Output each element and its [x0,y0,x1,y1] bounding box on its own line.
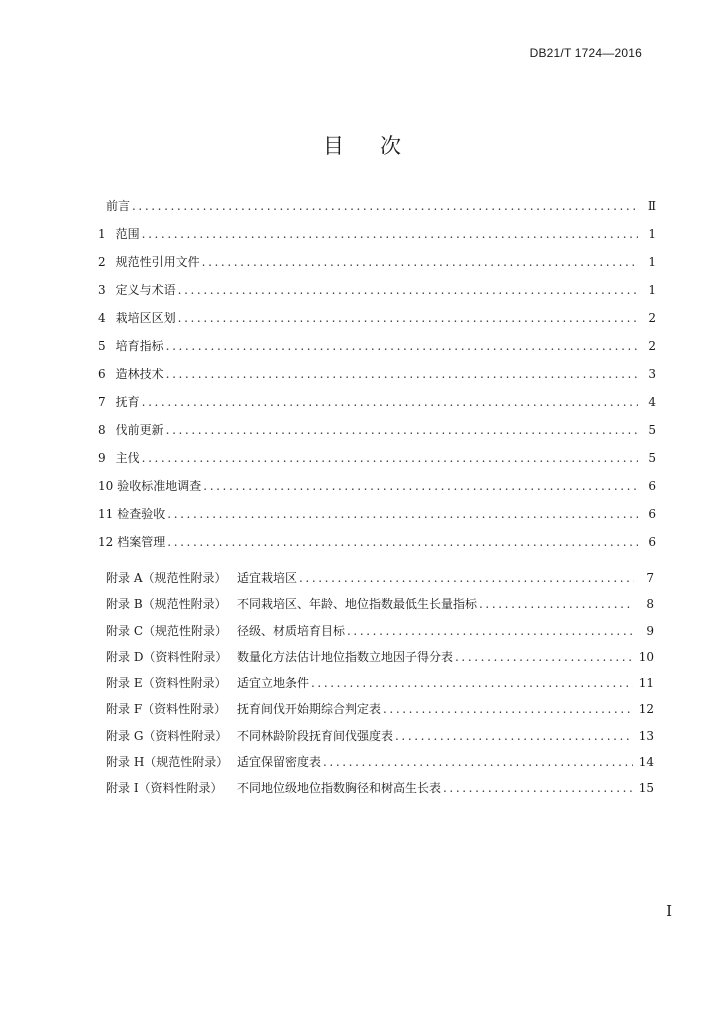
annex-prefix: 附录 I（资料性附录） [106,781,223,796]
annex-page: 7 [646,571,654,585]
toc-leader [383,699,633,719]
toc-entry-number: 6 [98,367,106,381]
page-number: I [666,902,672,920]
annex-prefix: 附录 G（资料性附录） [106,728,228,743]
annex-prefix: 附录 H（规范性附录） [106,755,229,770]
annex-title: 数量化方法估计地位指数立地因子得分表 [237,649,454,664]
toc-leader [479,594,634,614]
toc-leader [166,336,638,356]
toc-entry-title: 抚育 [115,395,140,409]
toc-entry-title: 培育指标 [115,339,164,353]
toc-entry-page: 1 [648,227,656,241]
toc-entry[interactable] [98,504,656,532]
toc-leader [202,252,638,272]
toc-entry-title: 造林技术 [115,367,164,381]
toc-entry[interactable] [98,280,656,308]
annex-prefix: 附录 D（资料性附录） [106,649,228,664]
toc-entry-number: 3 [98,283,106,297]
toc-leader [323,752,633,772]
toc-entry-page: Ⅱ [647,199,656,213]
toc-leader [443,778,633,798]
annex-title: 不同地位级地位指数胸径和树高生长表 [237,781,442,796]
annex-title: 不同栽培区、年龄、地位指数最低生长量指标 [237,597,478,612]
annex-title: 径级、材质培育目标 [237,623,346,638]
toc-entry-number: 10 [98,479,114,493]
toc-entry-number: 5 [98,339,106,353]
toc-annex-entry[interactable] [106,752,654,778]
toc-entry-number: 12 [98,535,114,549]
toc-entry[interactable] [98,448,656,476]
toc-annex-entry[interactable] [106,673,654,699]
toc-entry-number: 1 [98,227,106,241]
toc-entry[interactable] [98,532,656,560]
toc-annex-entry[interactable] [106,699,654,725]
toc-entry-foreword[interactable] [98,196,656,224]
toc-entry[interactable] [98,308,656,336]
toc-entry-page: 5 [648,451,656,465]
toc-entry[interactable] [98,224,656,252]
toc-entry-page: 6 [648,507,656,521]
toc-leader [299,568,634,588]
toc-entry-title: 检查验收 [117,507,166,521]
document-code: DB21/T 1724—2016 [529,46,642,60]
toc-entry-title: 伐前更新 [115,423,164,437]
toc-leader [166,364,638,384]
annex-title: 不同林龄阶段抚育间伐强度表 [237,728,394,743]
toc-entry[interactable] [98,364,656,392]
toc-entry-title: 规范性引用文件 [115,255,200,269]
annex-page: 14 [638,755,654,770]
toc-annex-entry[interactable] [106,594,654,620]
page-title-part1: 目 [323,134,344,158]
annex-title: 适宜立地条件 [237,676,310,691]
annex-title: 适宜栽培区 [237,571,298,585]
toc-entry-page: 1 [648,255,656,269]
annex-title: 适宜保留密度表 [237,755,322,770]
annex-page: 9 [646,623,654,638]
toc-entry-page: 2 [648,311,656,325]
toc-leader [142,392,638,412]
toc-leader [347,621,634,641]
toc-entry-page: 4 [648,395,656,409]
annex-prefix: 附录 B（规范性附录） [106,597,227,612]
toc-entry-title: 档案管理 [117,535,166,549]
annex-prefix: 附录 F（资料性附录） [106,702,227,717]
toc-leader [395,726,633,746]
toc-entry-title: 主伐 [115,451,140,465]
toc-entry-title: 栽培区区划 [115,311,176,325]
toc-entry-title: 前言 [106,199,131,213]
table-of-contents [98,196,656,560]
toc-annex-entry[interactable] [106,568,654,594]
toc-leader [167,504,638,524]
toc-entry-number: 7 [98,395,106,409]
toc-entry-title: 验收标准地调查 [117,479,202,493]
toc-entry-number: 9 [98,451,106,465]
toc-entry-number: 8 [98,423,106,437]
toc-entry[interactable] [98,252,656,280]
annex-page: 13 [638,728,654,743]
toc-entry-page: 6 [648,535,656,549]
annex-page: 8 [646,597,654,612]
annex-title: 抚育间伐开始期综合判定表 [237,702,382,717]
toc-entry[interactable] [98,476,656,504]
toc-entry-number: 2 [98,255,106,269]
toc-leader [167,532,638,552]
toc-entry[interactable] [98,392,656,420]
annex-page: 11 [638,676,654,691]
toc-entry-page: 1 [648,283,656,297]
toc-entry[interactable] [98,336,656,364]
toc-entry-title: 定义与术语 [115,283,176,297]
toc-entry-title: 范围 [115,227,140,241]
annex-page: 12 [638,702,654,717]
page-title [0,130,724,160]
toc-leader [203,476,638,496]
toc-leader [132,196,638,216]
toc-leader [166,420,638,440]
toc-entry-page: 3 [648,367,656,381]
page-title-part2: 次 [380,134,401,158]
toc-leader [142,448,638,468]
toc-entry-number: 4 [98,311,106,325]
annex-page: 10 [638,649,654,664]
toc-annex-entry[interactable] [106,726,654,752]
toc-entry-page: 2 [648,339,656,353]
toc-entry[interactable] [98,420,656,448]
toc-leader [178,280,638,300]
annex-prefix: 附录 E（资料性附录） [106,676,227,691]
toc-entry-number: 11 [98,507,114,521]
toc-entry-page: 6 [648,479,656,493]
toc-leader [178,308,638,328]
toc-leader [142,224,638,244]
toc-annex-entry[interactable] [106,621,654,647]
toc-leader [455,647,633,667]
toc-annex-entry[interactable] [106,778,654,804]
annex-prefix: 附录 C（规范性附录） [106,623,227,638]
toc-leader [311,673,633,693]
annex-list [106,568,654,805]
annex-prefix: 附录 A（规范性附录） [106,571,227,585]
toc-entry-page: 5 [648,423,656,437]
toc-annex-entry[interactable] [106,647,654,673]
annex-page: 15 [638,781,654,796]
